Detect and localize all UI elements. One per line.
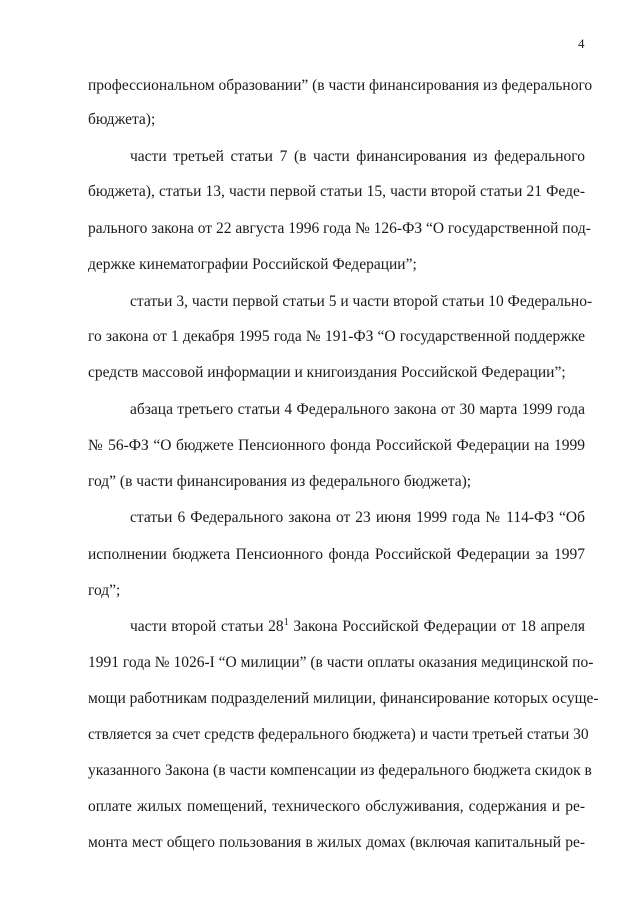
- text-line: 1991 года № 1026-I “О милиции” (в части оплаты оказания медицинской по-: [88, 654, 594, 671]
- text-line: статьи 3, части первой статьи 5 и части второй статьи 10 Федерально-: [130, 293, 593, 310]
- text-line: исполнении бюджета Пенсионного фонда Российской Федерации за 1997: [88, 546, 585, 563]
- text-line: го закона от 1 декабря 1995 года № 191-ФЗ “О государственной поддержке: [88, 328, 585, 345]
- text-line: рального закона от 22 августа 1996 года № 126-ФЗ “О государственной под-: [88, 220, 591, 237]
- page-number: 4: [578, 36, 585, 51]
- superscript: 1: [283, 616, 289, 628]
- text-line: год”;: [88, 582, 121, 599]
- text-line: ствляется за счет средств федерального бюджета) и части третьей статьи 30: [88, 726, 589, 743]
- text-line: [130, 617, 585, 637]
- text-line: части третьей статьи 7 (в части финансирования из федерального: [130, 148, 585, 165]
- text-fragment: части второй статьи 28: [130, 618, 284, 635]
- text-line: оплате жилых помещений, технического обслуживания, содержания и ре-: [88, 798, 585, 815]
- text-line: монта мест общего пользования в жилых домах (включая капитальный ре-: [88, 834, 585, 851]
- text-line: мощи работникам подразделений милиции, финансирование которых осуще-: [88, 690, 599, 707]
- text-line: бюджета);: [88, 111, 156, 128]
- text-line: профессиональном образовании” (в части финансирования из федерального: [88, 77, 593, 94]
- text-line: указанного Закона (в части компенсации из федерального бюджета скидок в: [88, 762, 592, 779]
- text-line: статьи 6 Федерального закона от 23 июня 1999 года № 114-ФЗ “Об: [130, 509, 585, 526]
- text-line: год” (в части финансирования из федерального бюджета);: [88, 473, 472, 490]
- text-line: абзаца третьего статьи 4 Федерального закона от 30 марта 1999 года: [130, 401, 585, 418]
- text-line: держке кинематографии Российской Федерации”;: [88, 256, 417, 273]
- text-line: № 56-ФЗ “О бюджете Пенсионного фонда Российской Федерации на 1999: [88, 437, 585, 454]
- text-fragment: Закона Российской Федерации от 18 апреля: [288, 618, 585, 635]
- text-line: бюджета), статьи 13, части первой статьи 15, части второй статьи 21 Феде-: [88, 183, 585, 200]
- text-line: средств массовой информации и книгоиздания Российской Федерации”;: [88, 364, 566, 381]
